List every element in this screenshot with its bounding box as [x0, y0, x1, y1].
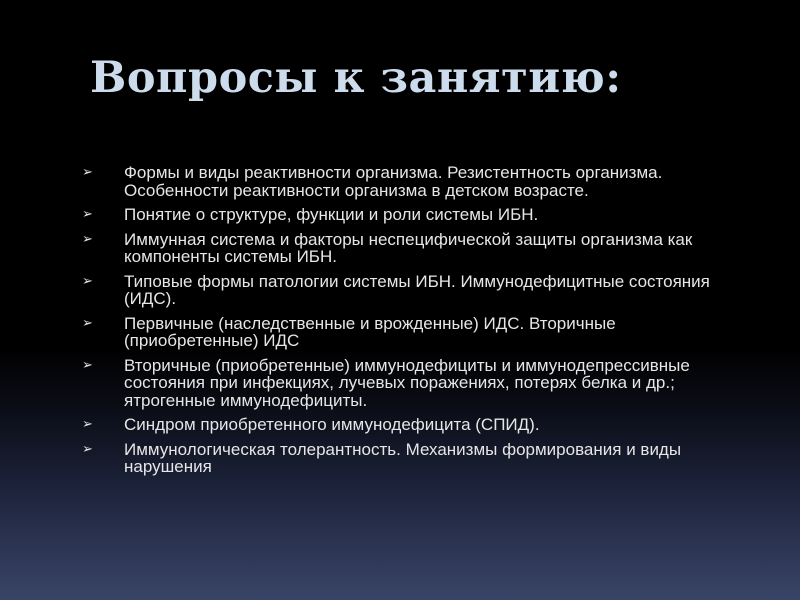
list-item-text: Иммунная система и факторы неспецифической защиты организма как компоненты системы ИБН. [124, 229, 693, 266]
arrow-bullet-icon: ➢ [82, 165, 93, 180]
list-item [82, 357, 747, 410]
list-item-text: Первичные (наследственные и врожденные) ИДС. Вторичные (приобретенные) ИДС [124, 313, 616, 350]
list-item [82, 231, 747, 266]
list-item [82, 416, 747, 434]
list-item-text: Иммунологическая толерантность. Механизмы формирования и виды нарушения [124, 439, 682, 476]
slide-title: Вопросы к занятию: [90, 53, 622, 103]
topic-list [82, 164, 747, 483]
list-item [82, 273, 747, 308]
list-item [82, 315, 747, 350]
list-item-text: Формы и виды реактивности организма. Резистентность организма. Особенности реактивности организма в детском возрасте. [124, 163, 663, 200]
list-item [82, 164, 747, 199]
list-item [82, 206, 747, 224]
list-item-text: Типовые формы патологии системы ИБН. Иммунодефицитные состояния (ИДС). [124, 271, 710, 308]
arrow-bullet-icon: ➢ [82, 231, 93, 247]
arrow-bullet-icon: ➢ [82, 315, 93, 331]
list-item-text: Синдром приобретенного иммунодефицита (СПИД). [124, 415, 540, 434]
arrow-bullet-icon: ➢ [82, 273, 93, 289]
arrow-bullet-icon: ➢ [82, 357, 93, 373]
arrow-bullet-icon: ➢ [82, 417, 93, 432]
list-item-text: Вторичные (приобретенные) иммунодефициты и иммунодепрессивные состояния при инфекциях, лучевых поражениях, потерях белка и др.; ятрогенные иммунодефициты. [124, 355, 690, 410]
arrow-bullet-icon: ➢ [82, 441, 93, 457]
list-item [82, 441, 747, 476]
arrow-bullet-icon: ➢ [82, 207, 93, 222]
list-item-text: Понятие о структуре, функции и роли системы ИБН. [124, 205, 539, 224]
